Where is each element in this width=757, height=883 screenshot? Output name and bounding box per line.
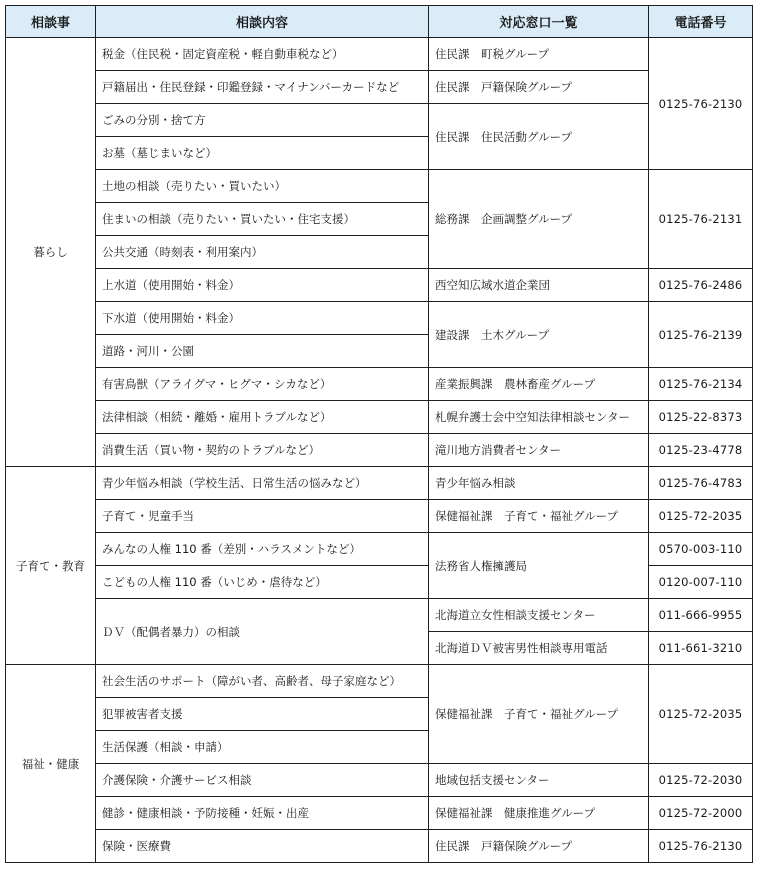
table-row	[6, 368, 753, 401]
consultation-table	[5, 5, 753, 863]
window-cell: 北海道ＤＶ被害男性相談専用電話	[429, 632, 649, 665]
topic-cell: ごみの分別・捨て方	[96, 104, 429, 137]
window-cell: 法務省人権擁護局	[429, 533, 649, 599]
topic-cell: 法律相談（相続・離婚・雇用トラブルなど）	[96, 401, 429, 434]
window-cell: 滝川地方消費者センター	[429, 434, 649, 467]
table-header-row	[6, 6, 753, 38]
topic-cell: 上水道（使用開始・料金）	[96, 269, 429, 302]
table-row	[6, 170, 753, 203]
header-phone: 電話番号	[649, 6, 753, 38]
category-fukushi: 福祉・健康	[6, 665, 96, 863]
topic-cell: 子育て・児童手当	[96, 500, 429, 533]
window-cell: 建設課 土木グループ	[429, 302, 649, 368]
topic-cell: 税金（住民税・固定資産税・軽自動車税など）	[96, 38, 429, 71]
topic-cell: 住まいの相談（売りたい・買いたい・住宅支援）	[96, 203, 429, 236]
phone-cell: 0570-003-110	[649, 533, 753, 566]
window-cell: 住民課 住民活動グループ	[429, 104, 649, 170]
topic-cell: 公共交通（時刻表・利用案内）	[96, 236, 429, 269]
phone-cell: 0125-72-2030	[649, 764, 753, 797]
window-cell: 住民課 戸籍保険グループ	[429, 830, 649, 863]
topic-cell: 保険・医療費	[96, 830, 429, 863]
phone-cell: 011-666-9955	[649, 599, 753, 632]
table-row	[6, 665, 753, 698]
table-row	[6, 500, 753, 533]
window-cell: 保健福祉課 子育て・福祉グループ	[429, 500, 649, 533]
phone-cell: 0125-76-2130	[649, 830, 753, 863]
phone-cell: 0125-76-2130	[649, 38, 753, 170]
window-cell: 産業振興課 農林畜産グループ	[429, 368, 649, 401]
window-cell: 札幌弁護士会中空知法律相談センター	[429, 401, 649, 434]
topic-cell: こどもの人権 110 番（いじめ・虐待など）	[96, 566, 429, 599]
category-kurashi: 暮らし	[6, 38, 96, 467]
phone-cell: 0125-76-2131	[649, 170, 753, 269]
consultation-table-wrapper	[5, 5, 753, 863]
table-row	[6, 38, 753, 71]
phone-cell: 0125-23-4778	[649, 434, 753, 467]
header-category: 相談事	[6, 6, 96, 38]
topic-cell: 土地の相談（売りたい・買いたい）	[96, 170, 429, 203]
window-cell: 保健福祉課 健康推進グループ	[429, 797, 649, 830]
table-row	[6, 830, 753, 863]
topic-cell: 下水道（使用開始・料金）	[96, 302, 429, 335]
window-cell: 地域包括支援センター	[429, 764, 649, 797]
header-window: 対応窓口一覧	[429, 6, 649, 38]
table-row	[6, 533, 753, 566]
window-cell: 住民課 町税グループ	[429, 38, 649, 71]
topic-cell: 有害鳥獣（アライグマ・ヒグマ・シカなど）	[96, 368, 429, 401]
category-kosodate: 子育て・教育	[6, 467, 96, 665]
table-row	[6, 269, 753, 302]
phone-cell: 0125-76-2139	[649, 302, 753, 368]
header-topic: 相談内容	[96, 6, 429, 38]
window-cell: 保健福祉課 子育て・福祉グループ	[429, 665, 649, 764]
window-cell: 西空知広域水道企業団	[429, 269, 649, 302]
table-row	[6, 71, 753, 104]
phone-cell: 0125-22-8373	[649, 401, 753, 434]
table-row	[6, 401, 753, 434]
phone-cell: 0125-72-2000	[649, 797, 753, 830]
phone-cell: 011-661-3210	[649, 632, 753, 665]
topic-cell: お墓（墓じまいなど）	[96, 137, 429, 170]
table-row	[6, 434, 753, 467]
table-row	[6, 797, 753, 830]
window-cell: 総務課 企画調整グループ	[429, 170, 649, 269]
topic-cell: ＤＶ（配偶者暴力）の相談	[96, 599, 429, 665]
topic-cell: みんなの人権 110 番（差別・ハラスメントなど）	[96, 533, 429, 566]
phone-cell: 0120-007-110	[649, 566, 753, 599]
window-cell: 住民課 戸籍保険グループ	[429, 71, 649, 104]
topic-cell: 消費生活（買い物・契約のトラブルなど）	[96, 434, 429, 467]
phone-cell: 0125-72-2035	[649, 665, 753, 764]
window-cell: 北海道立女性相談支援センター	[429, 599, 649, 632]
phone-cell: 0125-72-2035	[649, 500, 753, 533]
topic-cell: 生活保護（相談・申請）	[96, 731, 429, 764]
topic-cell: 社会生活のサポート（障がい者、高齢者、母子家庭など）	[96, 665, 429, 698]
topic-cell: 介護保険・介護サービス相談	[96, 764, 429, 797]
table-row	[6, 467, 753, 500]
phone-cell: 0125-76-4783	[649, 467, 753, 500]
phone-cell: 0125-76-2486	[649, 269, 753, 302]
topic-cell: 戸籍届出・住民登録・印鑑登録・マイナンバーカードなど	[96, 71, 429, 104]
phone-cell: 0125-76-2134	[649, 368, 753, 401]
table-row	[6, 104, 753, 137]
table-row	[6, 599, 753, 632]
topic-cell: 道路・河川・公園	[96, 335, 429, 368]
topic-cell: 青少年悩み相談（学校生活、日常生活の悩みなど）	[96, 467, 429, 500]
window-cell: 青少年悩み相談	[429, 467, 649, 500]
table-row	[6, 764, 753, 797]
topic-cell: 犯罪被害者支援	[96, 698, 429, 731]
topic-cell: 健診・健康相談・予防接種・妊娠・出産	[96, 797, 429, 830]
table-row	[6, 302, 753, 335]
